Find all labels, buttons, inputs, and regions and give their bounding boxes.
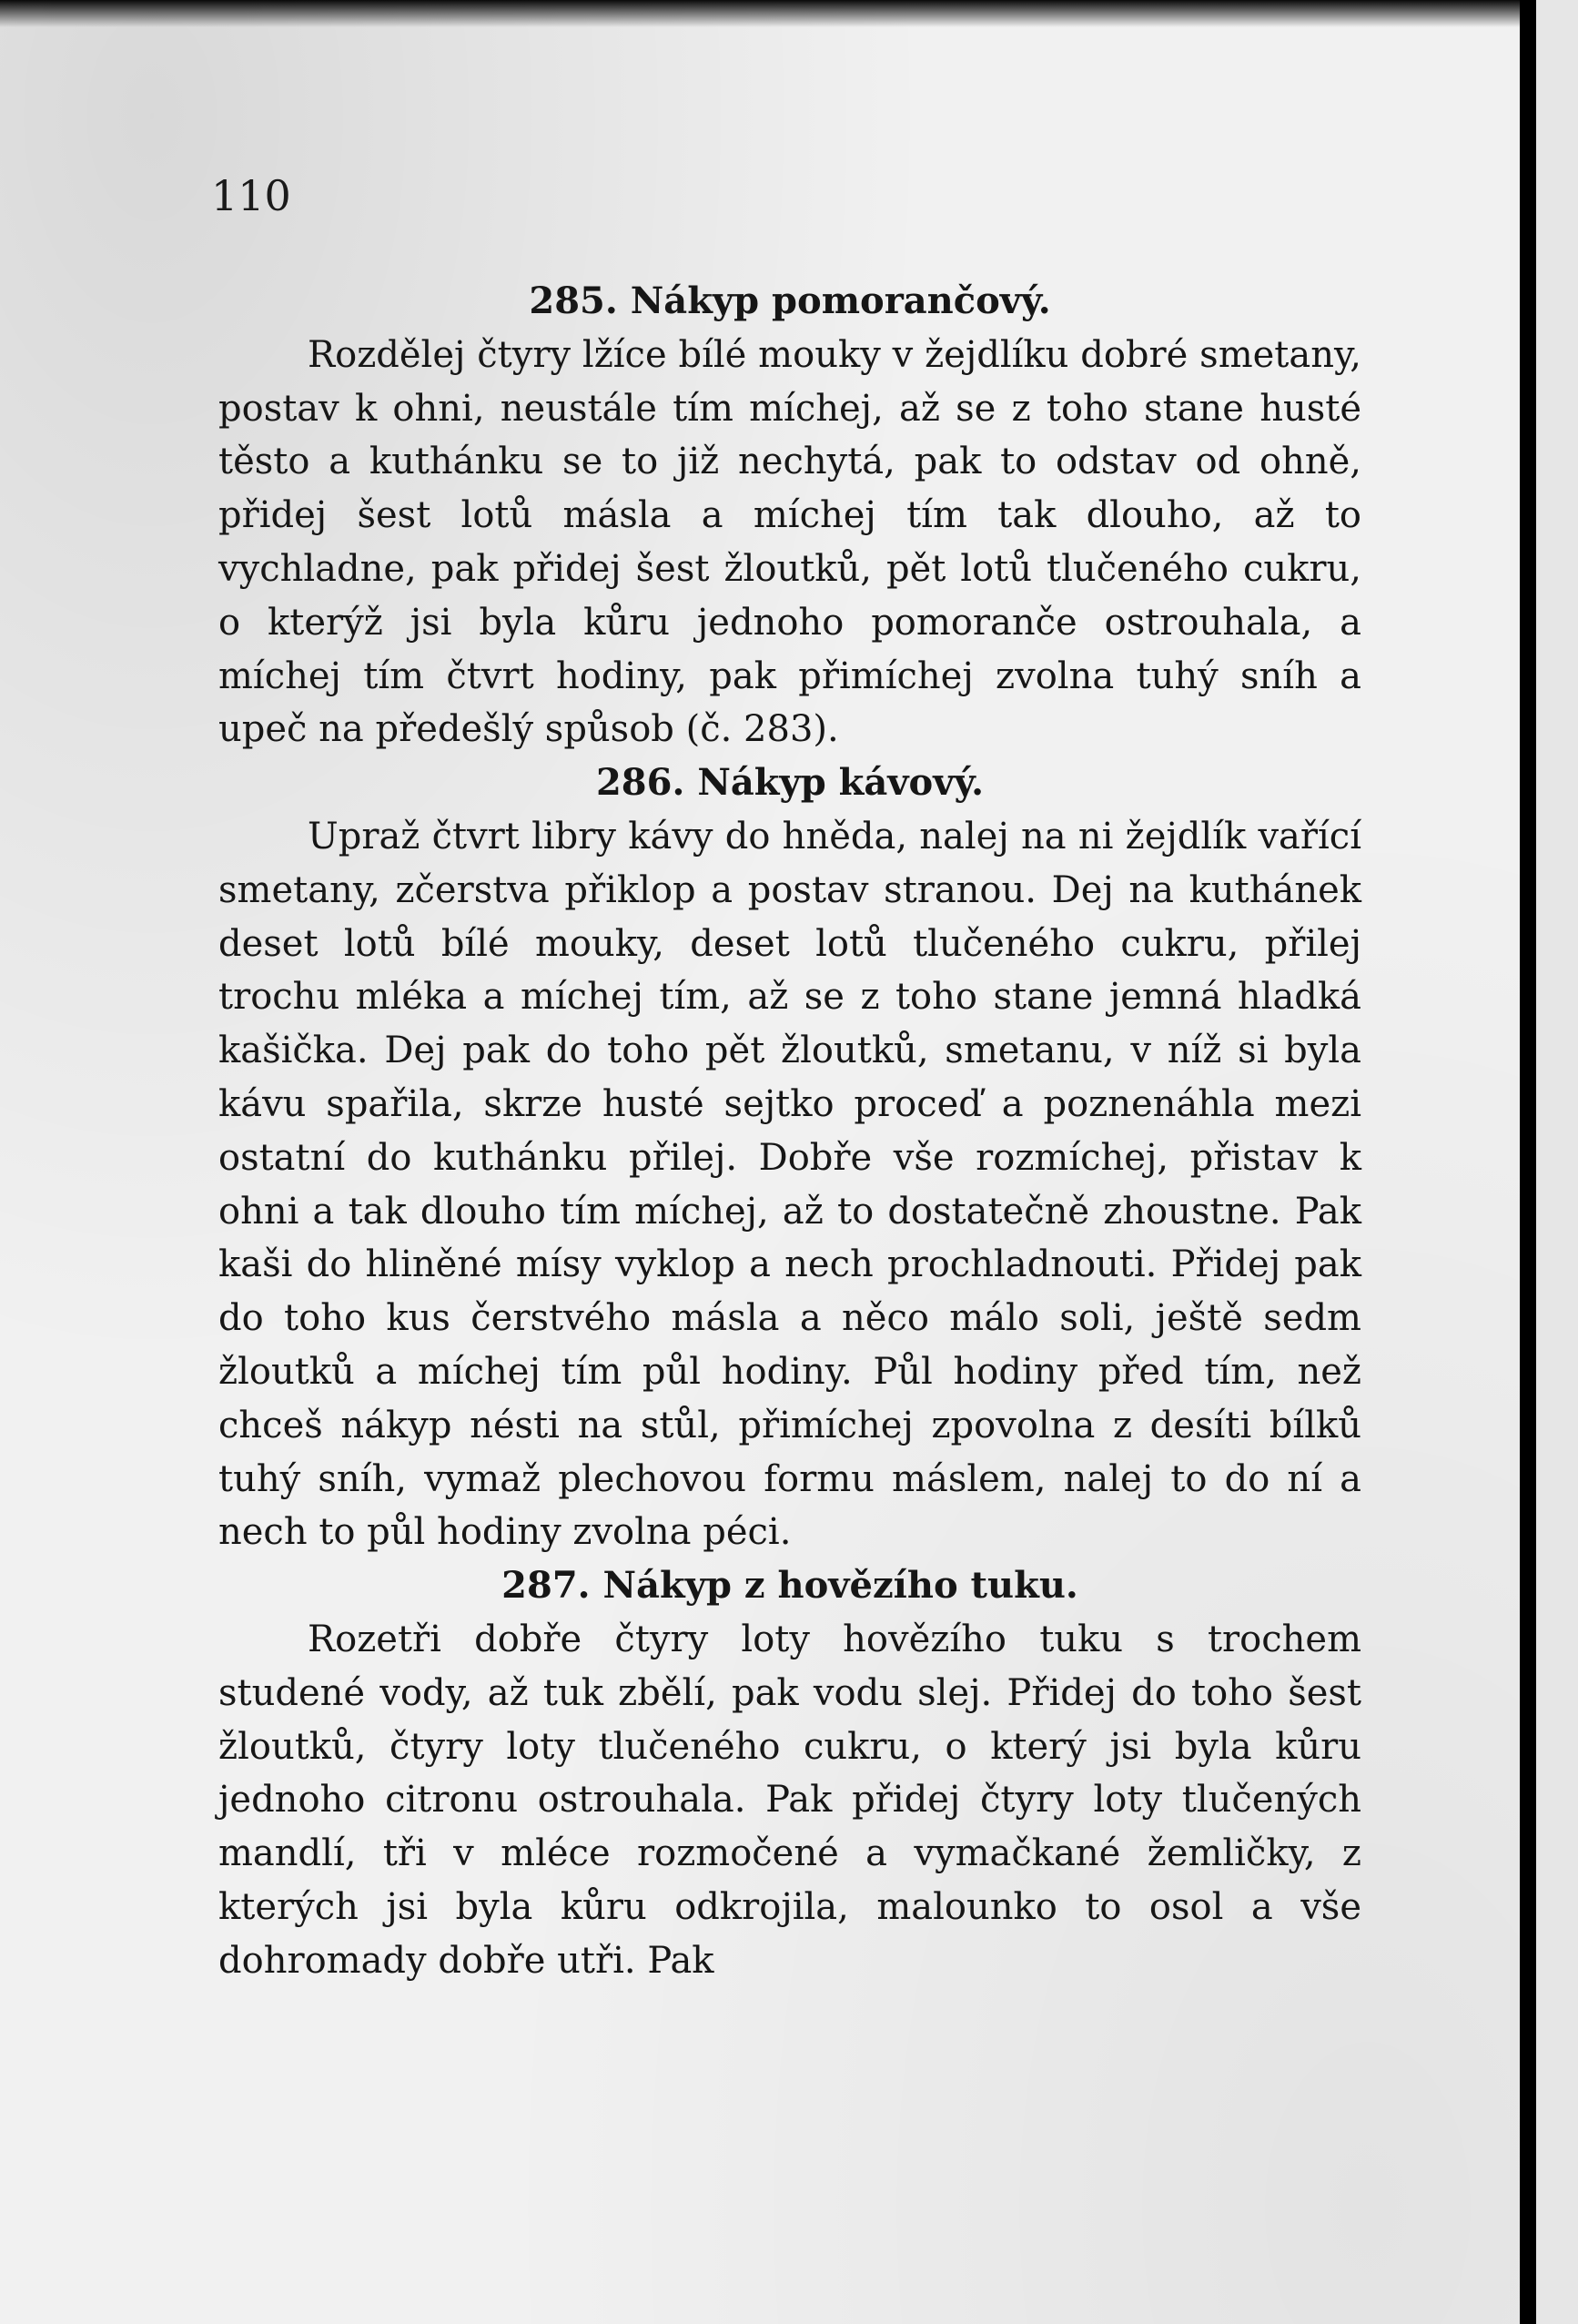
page-number: 110: [211, 171, 291, 220]
adjacent-page-edge: [1520, 0, 1578, 2324]
section-paragraph-286: Upraž čtvrt libry kávy do hněda, nalej na ni žejdlík vařící smetany, zčerstva přiklop a postav stranou. Dej na kuthánek deset lotů bílé mouky, deset lotů tlučeného cukru, přilej trochu mléka a míchej tím, až se z toho stane jemná hladká kašička. Dej pak do toho pět žloutků, smetanu, v níž si byla kávu spařila, skrze husté sejtko proceď a poznenáhla mezi ostatní do kuthánku přilej. Dobře vše rozmíchej, přistav k ohni a tak dlouho tím míchej, až to dostatečně zhoustne. Pak kaši do hliněné mísy vyklop a nech prochladnouti. Přidej pak do toho kus čerstvého másla a něco málo soli, ještě sedm žloutků a míchej tím půl hodiny. Půl hodiny před tím, než chceš nákyp nésti na stůl, přimíchej zpovolna z desíti bílků tuhý sníh, vymaž plechovou formu máslem, nalej to do ní a nech to půl hodiny zvolna péci.: [218, 815, 1361, 1554]
scan-top-edge: [0, 0, 1520, 27]
page-text: [218, 275, 1361, 1988]
section-heading-286: 286. Nákyp kávový.: [595, 761, 985, 805]
section-paragraph-285: Rozdělej čtyry lžíce bílé mouky v žejdlíku dobré smetany, postav k ohni, neustále tím míchej, až se z toho stane husté těsto a kuthánku se to již nechytá, pak to odstav od ohně, přidej šest lotů másla a míchej tím tak dlouho, až to vychladne, pak přidej šest žloutků, pět lotů tlučeného cukru, o kterýž jsi byla kůru jednoho pomoranče ostrouhala, a míchej tím čtvrt hodiny, pak přimíchej zvolna tuhý sníh a upeč na předešlý spůsob (č. 283).: [218, 333, 1361, 751]
section-heading-285: 285. Nákyp pomorančový.: [529, 279, 1051, 322]
section-paragraph-287: Rozetři dobře čtyry loty hovězího tuku s trochem studené vody, až tuk zbělí, pak vodu slej. Přidej do toho šest žloutků, čtyry loty tlučeného cukru, o který jsi byla kůru jednoho citronu ostrouhala. Pak přidej čtyry loty tlučených mandlí, tři v mléce rozmočené a vymačkané žemličky, z kterých jsi byla kůru odkrojila, malounko to osol a vše dohromady dobře utři. Pak: [218, 1618, 1361, 1982]
section-heading-287: 287. Nákyp z hovězího tuku.: [501, 1564, 1078, 1608]
